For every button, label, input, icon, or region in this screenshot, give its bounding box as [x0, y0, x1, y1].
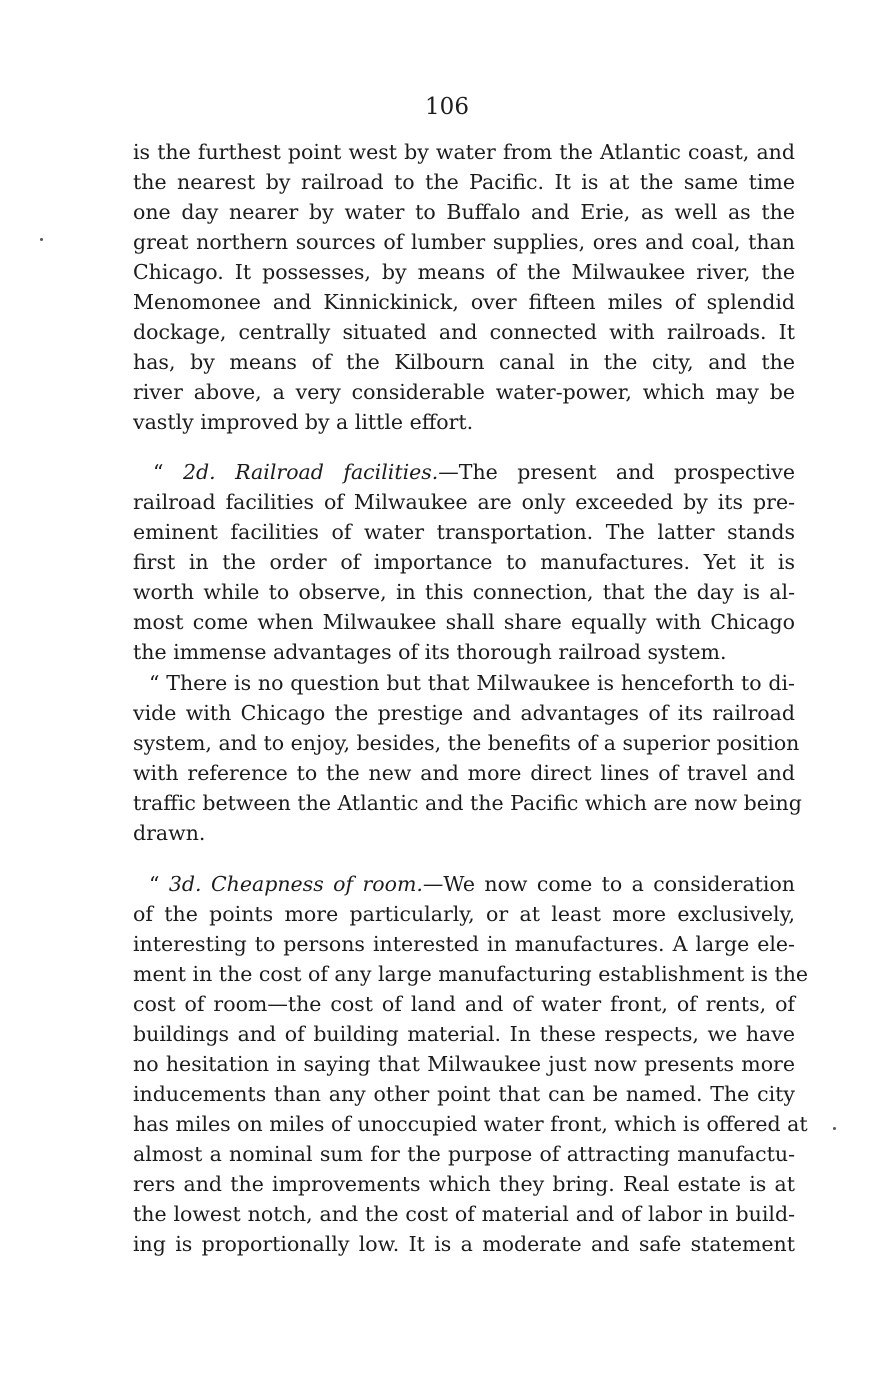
text-line: river above, a very considerable water-power, which may be	[133, 380, 795, 404]
text-line: eminent facilities of water transportation. The latter stands	[133, 520, 795, 544]
text-line: interesting to persons interested in manufactures. A large ele-	[133, 932, 795, 956]
text-line: of the points more particularly, or at least more exclusively,	[133, 902, 795, 926]
text-line: almost a nominal sum for the purpose of attracting manufactu-	[133, 1142, 795, 1166]
text-line: first in the order of importance to manufactures. Yet it is	[133, 550, 795, 574]
text-line: Chicago. It possesses, by means of the Milwaukee river, the	[133, 260, 795, 284]
text-line: traffic between the Atlantic and the Pacific which are now being	[133, 791, 802, 815]
opening-quote: “	[149, 872, 169, 896]
text-line: vastly improved by a little effort.	[133, 410, 474, 434]
text-line: with reference to the new and more direct lines of travel and	[133, 761, 795, 785]
text-line: one day nearer by water to Buffalo and Erie, as well as the	[133, 200, 795, 224]
text-line: drawn.	[133, 821, 206, 845]
text-line: inducements than any other point that can be named. The city	[133, 1082, 795, 1106]
section-heading-cheapness-of-room: 3d. Cheapness of room.	[168, 872, 423, 896]
text-line: rers and the improvements which they bring. Real estate is at	[133, 1172, 795, 1196]
print-speck	[40, 238, 43, 241]
opening-quote: “	[153, 460, 183, 484]
text-line: ing is proportionally low. It is a moderate and safe statement	[133, 1232, 795, 1256]
paragraph-1	[133, 137, 795, 437]
text-line: ment in the cost of any large manufacturing establishment is the	[133, 962, 809, 986]
text-run: —We now come to a consideration	[422, 872, 796, 896]
text-line: has, by means of the Kilbourn canal in the city, and the	[133, 350, 795, 374]
print-speck	[833, 1127, 836, 1130]
text-line: Menomonee and Kinnickinick, over fifteen miles of splendid	[133, 290, 795, 314]
text-line: no hesitation in saying that Milwaukee just now presents more	[133, 1052, 795, 1076]
text-line: dockage, centrally situated and connected with railroads. It	[133, 320, 795, 344]
text-line	[133, 457, 795, 487]
text-line: “ There is no question but that Milwaukee is henceforth to di-	[149, 671, 795, 695]
paragraph-4	[133, 869, 809, 1259]
text-line: railroad facilities of Milwaukee are only exceeded by its pre-	[133, 490, 795, 514]
text-line: the immense advantages of its thorough railroad system.	[133, 640, 727, 664]
text-line: vide with Chicago the prestige and advantages of its railroad	[133, 701, 795, 725]
text-line: most come when Milwaukee shall share equally with Chicago	[133, 610, 795, 634]
text-line: the lowest notch, and the cost of material and of labor in build-	[133, 1202, 795, 1226]
text-line: the nearest by railroad to the Pacific. It is at the same time	[133, 170, 795, 194]
text-line: buildings and of building material. In these respects, we have	[133, 1022, 795, 1046]
paragraph-3	[133, 668, 802, 848]
text-run: —The present and prospective	[438, 460, 795, 484]
text-line: cost of room—the cost of land and of water front, of rents, of	[133, 992, 795, 1016]
text-line: great northern sources of lumber supplies, ores and coal, than	[133, 230, 795, 254]
text-line	[133, 869, 795, 899]
text-line: worth while to observe, in this connection, that the day is al-	[133, 580, 795, 604]
section-heading-railroad-facilities: 2d. Railroad facilities.	[182, 460, 439, 484]
page-number: 106	[425, 94, 469, 120]
text-line: is the furthest point west by water from the Atlantic coast, and	[133, 140, 795, 164]
text-line: has miles on miles of unoccupied water front, which is offered at	[133, 1112, 808, 1136]
text-line: system, and to enjoy, besides, the benefits of a superior position	[133, 731, 800, 755]
paragraph-2	[133, 457, 795, 667]
